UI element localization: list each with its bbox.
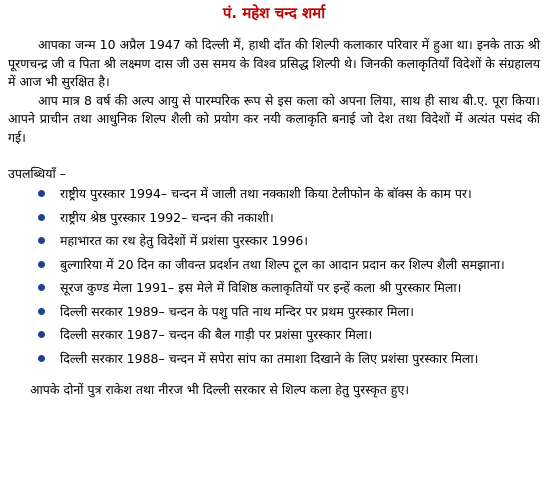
list-item — [38, 185, 540, 203]
achievements-list — [8, 185, 540, 367]
bullet-icon — [38, 308, 45, 315]
bullet-icon — [38, 261, 45, 268]
achievement-text: महाभारत का रथ हेतु विदेशों में प्रशंसा पुरस्कार 1996। — [60, 233, 309, 248]
achievement-text: राष्ट्रीय श्रेष्ठ पुरस्कार 1992– चन्दन की नकाशी। — [60, 209, 274, 225]
achievements-heading: उपलब्धियाँ – — [8, 166, 66, 181]
bullet-icon — [38, 355, 45, 362]
list-item — [38, 326, 540, 344]
list-item — [38, 350, 540, 368]
achievement-text: दिल्ली सरकार 1989– चन्दन के पशु पति नाथ मन्दिर पर प्रथम पुरस्कार मिला। — [60, 303, 414, 319]
achievement-text: दिल्ली सरकार 1988– चन्दन में सपेरा सांप का तमाशा दिखाने के लिए प्रशंसा पुरस्कार मिला। — [60, 350, 479, 366]
bio-paragraph-2: आप मात्र 8 वर्ष की अल्प आयु से पारम्परिक रूप से इस कला को अपना लिया, साथ ही साथ बी.ए. पूरा किया। आपने प्राचीन तथा आधुनिक शिल्प शैली को प्रयोग कर नयी कलाकृति बनाई जो देश तथा विदेशों में अत्यंत पसंद की गई। — [8, 92, 540, 145]
list-item — [38, 303, 540, 321]
list-item — [38, 256, 540, 274]
achievement-text: राष्ट्रीय पुरस्कार 1994– चन्दन में जाली तथा नक्काशी किया टेलीफोन के बॉक्स के काम पर। — [60, 186, 472, 201]
bullet-icon — [38, 190, 45, 197]
closing-paragraph: आपके दोनों पुत्र राकेश तथा नीरज भी दिल्ली सरकार से शिल्प कला हेतु पुरस्कृत हुए। — [30, 382, 410, 397]
list-item — [38, 209, 540, 227]
achievement-text: दिल्ली सरकार 1987– चन्दन की बैल गाड़ी पर प्रशंसा पुरस्कार मिला। — [60, 327, 373, 342]
bullet-icon — [38, 214, 45, 221]
bullet-icon — [38, 284, 45, 291]
bio-paragraph-1: आपका जन्म 10 अप्रैल 1947 को दिल्ली में, हाथी दाँत की शिल्पी कलाकार परिवार में हुआ था। इनके ताऊ श्री पूरणचन्द्र जी व पिता श्री लक्ष्मण दास जी उस समय के विश्व प्रसिद्ध शिल्पी थे। जिनकी कलाकृतियाँ विदेशों के संग्रहालय में आज भी सुरक्षित है। — [8, 37, 540, 89]
bullet-icon — [38, 331, 45, 338]
list-item — [38, 232, 540, 250]
achievement-text: सूरज कुण्ड मेला 1991– इस मेले में विशिष्ठ कलाकृतियों पर इन्हें कला श्री पुरस्कार मिला। — [60, 280, 462, 295]
page-title: पं. महेश चन्द शर्मा — [222, 4, 326, 22]
bullet-icon — [38, 237, 45, 244]
achievement-text: बुल्गारिया में 20 दिन का जीवन्त प्रदर्शन तथा शिल्प टूल का आदान प्रदान कर शिल्प शैली समझाना। — [60, 256, 505, 272]
list-item — [38, 279, 540, 297]
